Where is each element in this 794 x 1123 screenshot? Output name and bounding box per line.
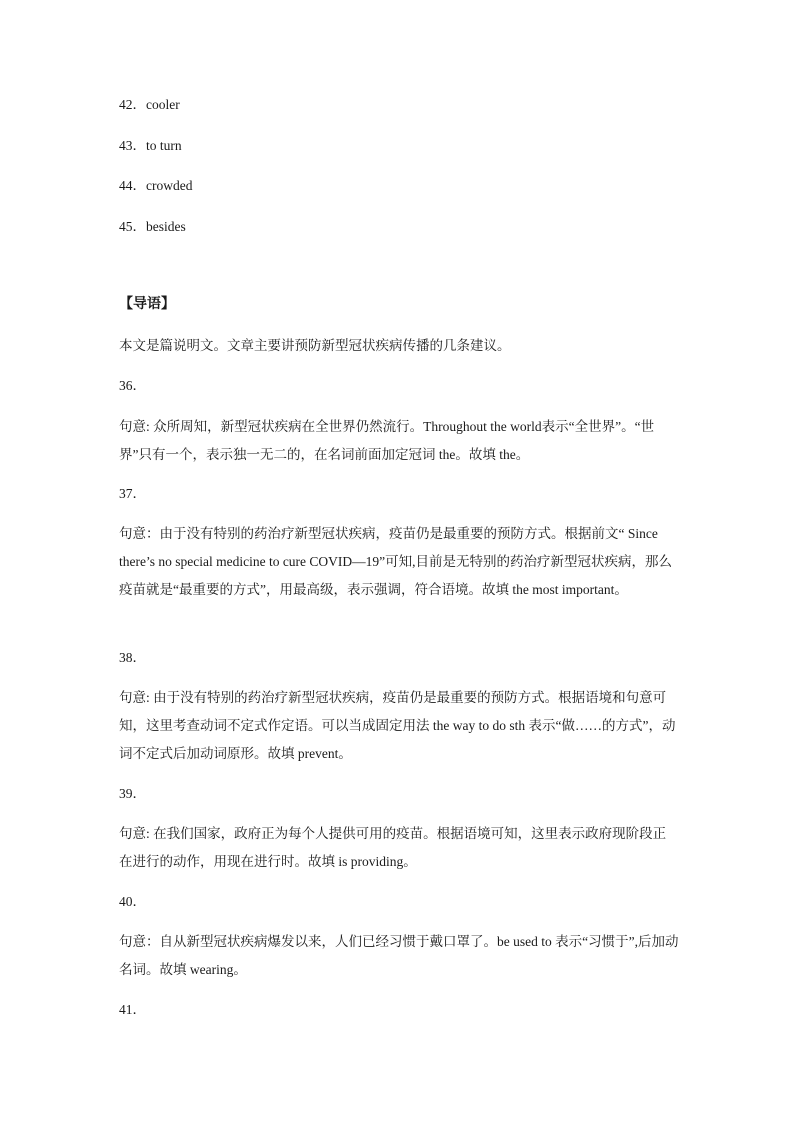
item-explanation-37: 句意：由于没有特别的药治疗新型冠状疾病，疫苗仍是最重要的预防方式。根据前文“ Since there’s no special medicine to cure COVID—19”可知,目前是无特别的药治疗新型冠状疾病，那么疫苗就是“最重要的方式”，用最高级，表示强调，符合语境。故填 the most important。 — [119, 526, 673, 597]
item-number-40: 40． — [119, 894, 146, 909]
item-number-36: 36． — [119, 378, 146, 393]
answer-43: 43．to turn — [119, 138, 182, 153]
item-explanation-40: 句意：自从新型冠状疾病爆发以来，人们已经习惯于戴口罩了。be used to 表示“习惯于”,后加动名词。故填 wearing。 — [119, 934, 679, 977]
item-explanation-39: 句意: 在我们国家，政府正为每个人提供可用的疫苗。根据语境可知，这里表示政府现阶段正在进行的动作，用现在进行时。故填 is providing。 — [119, 826, 667, 869]
item-explanation-38: 句意: 由于没有特别的药治疗新型冠状疾病，疫苗仍是最重要的预防方式。根据语境和句意可知，这里考查动词不定式作定语。可以当成固定用法 the way to do sth 表示“做……的方式”，动词不定式后加动词原形。故填 prevent。 — [119, 690, 676, 761]
item-number-37: 37． — [119, 486, 146, 501]
intro-text: 本文是篇说明文。文章主要讲预防新型冠状疾病传播的几条建议。 — [119, 338, 511, 353]
answer-44: 44．crowded — [119, 178, 193, 193]
intro-heading: 【导语】 — [119, 297, 175, 312]
item-number-39: 39． — [119, 786, 146, 801]
item-number-38: 38． — [119, 650, 146, 665]
item-explanation-36: 句意: 众所周知，新型冠状疾病在全世界仍然流行。Throughout the world表示“全世界”。“世界”只有一个，表示独一无二的，在名词前面加定冠词 the。故填 the。 — [119, 419, 655, 462]
answer-45: 45．besides — [119, 219, 186, 234]
answer-42: 42．cooler — [119, 97, 180, 112]
item-number-41: 41． — [119, 1002, 146, 1017]
